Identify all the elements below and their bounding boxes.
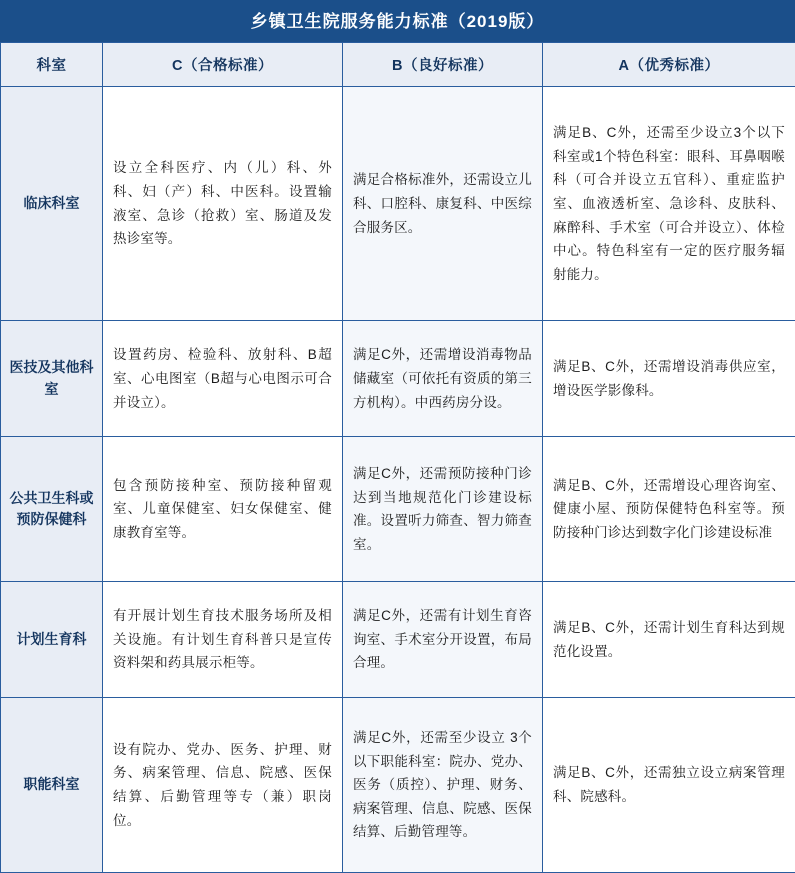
table-row xyxy=(1,87,795,321)
table-header-row xyxy=(1,43,795,87)
document-title: 乡镇卫生院服务能力标准（2019版） xyxy=(0,0,795,42)
table-row xyxy=(1,321,795,437)
capability-standard-table xyxy=(0,42,795,873)
row-header-department: 公共卫生科或预防保健科 xyxy=(1,437,103,582)
cell-a-standard: 满足B、C外，还需增设心理咨询室、健康小屋、预防保健特色科室等。预防接种门诊达到数字化门诊建设标准 xyxy=(543,437,795,582)
column-header-b: B（良好标准） xyxy=(343,43,543,87)
cell-a-standard: 满足B、C外，还需至少设立3个以下科室或1个特色科室：眼科、耳鼻咽喉科（可合并设立五官科）、重症监护室、血液透析室、急诊科、皮肤科、麻醉科、手术室（可合并设立）、体检中心。特色科室有一定的医疗服务辐射能力。 xyxy=(543,87,795,321)
cell-c-standard: 包含预防接种室、预防接种留观室、儿童保健室、妇女保健室、健康教育室等。 xyxy=(103,437,343,582)
cell-b-standard: 满足C外，还需增设消毒物品储藏室（可依托有资质的第三方机构）。中西药房分设。 xyxy=(343,321,543,437)
table-row xyxy=(1,582,795,698)
cell-b-standard: 满足C外，还需预防接种门诊达到当地规范化门诊建设标准。设置听力筛查、智力筛查室。 xyxy=(343,437,543,582)
cell-b-standard: 满足C外，还需至少设立 3个以下职能科室：院办、党办、医务（质控）、护理、财务、病案管理、信息、院感、医保结算、后勤管理等。 xyxy=(343,697,543,872)
cell-c-standard: 设有院办、党办、医务、护理、财务、病案管理、信息、院感、医保结算、后勤管理等专（兼）职岗位。 xyxy=(103,697,343,872)
cell-a-standard: 满足B、C外，还需增设消毒供应室，增设医学影像科。 xyxy=(543,321,795,437)
column-header-c: C（合格标准） xyxy=(103,43,343,87)
cell-c-standard: 有开展计划生育技术服务场所及相关设施。有计划生育科普只是宣传资料架和药具展示柜等。 xyxy=(103,582,343,698)
cell-b-standard: 满足合格标准外，还需设立儿科、口腔科、康复科、中医综合服务区。 xyxy=(343,87,543,321)
row-header-department: 计划生育科 xyxy=(1,582,103,698)
row-header-department: 职能科室 xyxy=(1,697,103,872)
cell-b-standard: 满足C外，还需有计划生育咨询室、手术室分开设置，布局合理。 xyxy=(343,582,543,698)
cell-a-standard: 满足B、C外，还需计划生育科达到规范化设置。 xyxy=(543,582,795,698)
cell-a-standard: 满足B、C外，还需独立设立病案管理科、院感科。 xyxy=(543,697,795,872)
cell-c-standard: 设立全科医疗、内（儿）科、外科、妇（产）科、中医科。设置输液室、急诊（抢救）室、肠道及发热诊室等。 xyxy=(103,87,343,321)
table-row xyxy=(1,437,795,582)
table-row xyxy=(1,697,795,872)
cell-c-standard: 设置药房、检验科、放射科、B超室、心电图室（B超与心电图示可合并设立）。 xyxy=(103,321,343,437)
row-header-department: 医技及其他科室 xyxy=(1,321,103,437)
column-header-a: A（优秀标准） xyxy=(543,43,795,87)
row-header-department: 临床科室 xyxy=(1,87,103,321)
column-header-department: 科室 xyxy=(1,43,103,87)
